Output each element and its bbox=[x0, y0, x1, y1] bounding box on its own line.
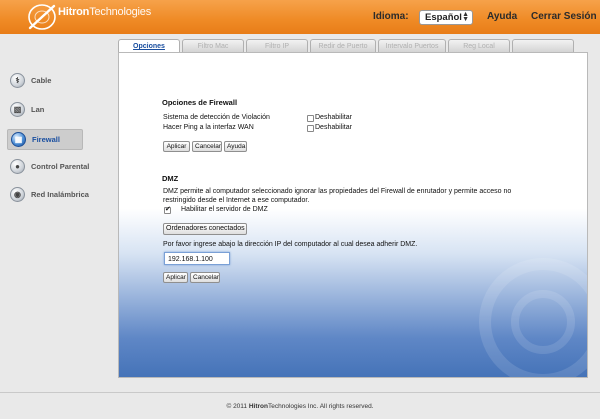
tab-redir-puerto[interactable]: Redir de Puerto bbox=[310, 39, 376, 52]
sidebar-item-label: Red Inalámbrica bbox=[31, 190, 89, 199]
help-link[interactable]: Ayuda bbox=[487, 11, 518, 22]
sidebar-item-label: Control Parental bbox=[31, 162, 90, 171]
tab-filtro-mac[interactable]: Filtro Mac bbox=[182, 39, 244, 52]
firewall-cancel-button[interactable]: Cancelar bbox=[192, 141, 222, 152]
dmz-ip-prompt: Por favor ingrese abajo la dirección IP del computador al cual desea adherir DMZ. bbox=[163, 241, 418, 248]
dmz-description-line1: DMZ permite al computador seleccionado ignorar las propiedades del Firewall de enrutador y permite acceso no bbox=[163, 188, 512, 195]
hitron-logo-icon bbox=[26, 2, 58, 32]
lan-icon: ▧ bbox=[10, 102, 25, 117]
dmz-apply-button[interactable]: Aplicar bbox=[163, 272, 188, 283]
footer-rights: Inc. All rights reserved. bbox=[307, 403, 374, 410]
wan-ping-checkbox[interactable] bbox=[307, 125, 314, 132]
wireless-icon: ◉ bbox=[10, 187, 25, 202]
dmz-enable-checkbox[interactable] bbox=[164, 207, 171, 214]
tab-empty[interactable] bbox=[512, 39, 574, 52]
language-select-value: Español bbox=[425, 12, 462, 23]
footer-copyright bbox=[0, 403, 600, 410]
firewall-help-button[interactable]: Ayuda bbox=[224, 141, 247, 152]
footer-brand-thin: Technologies bbox=[268, 403, 306, 410]
sidebar-item-firewall[interactable] bbox=[7, 129, 83, 150]
dmz-cancel-button[interactable]: Cancelar bbox=[190, 272, 220, 283]
wan-ping-option: Deshabilitar bbox=[315, 124, 352, 131]
parental-control-icon: ● bbox=[10, 159, 25, 174]
tab-filtro-ip[interactable]: Filtro IP bbox=[246, 39, 308, 52]
sidebar-item-wireless[interactable] bbox=[7, 185, 89, 206]
violation-detection-label: Sistema de detección de Violación bbox=[163, 114, 270, 121]
tab-opciones[interactable]: Opciones bbox=[118, 39, 180, 53]
sidebar-item-lan[interactable] bbox=[7, 100, 83, 121]
tab-reg-local[interactable]: Reg Local bbox=[448, 39, 510, 52]
brand-bold: Hitron bbox=[58, 6, 90, 18]
sidebar-item-parental-control[interactable] bbox=[7, 157, 90, 178]
top-header-bar bbox=[0, 0, 600, 34]
language-select[interactable] bbox=[419, 10, 473, 25]
dmz-ip-input[interactable] bbox=[164, 252, 230, 265]
sidebar-item-label: Firewall bbox=[32, 135, 60, 144]
brand-thin: Technologies bbox=[89, 6, 151, 18]
footer-divider bbox=[0, 392, 600, 393]
dmz-title: DMZ bbox=[162, 174, 179, 183]
watermark-decoration-inner bbox=[511, 290, 575, 354]
sidebar-item-label: Cable bbox=[31, 76, 52, 85]
violation-detection-option: Deshabilitar bbox=[315, 114, 352, 121]
connected-computers-button[interactable]: Ordenadores conectados bbox=[163, 223, 247, 235]
violation-detection-checkbox[interactable] bbox=[307, 115, 314, 122]
wan-ping-label: Hacer Ping a la interfaz WAN bbox=[163, 124, 254, 131]
logout-link[interactable]: Cerrar Sesión bbox=[531, 11, 597, 22]
dmz-enable-label: Habilitar el servidor de DMZ bbox=[181, 206, 268, 213]
firewall-options-title: Opciones de Firewall bbox=[162, 98, 238, 107]
footer-brand-bold: Hitron bbox=[248, 403, 268, 410]
select-arrows-icon: ▲ ▼ bbox=[462, 11, 469, 23]
language-label: Idioma: bbox=[373, 11, 409, 22]
copyright-symbol-year: © 2011 bbox=[226, 403, 248, 410]
firewall-icon: ▦ bbox=[11, 132, 26, 147]
tab-intervalo-puertos[interactable]: Intervalo Puertos bbox=[378, 39, 446, 52]
firewall-apply-button[interactable]: Aplicar bbox=[163, 141, 190, 152]
main-panel bbox=[118, 52, 588, 378]
cable-icon: ⚕ bbox=[10, 73, 25, 88]
brand-name bbox=[58, 6, 151, 18]
sidebar-item-label: Lan bbox=[31, 105, 45, 114]
dmz-description-line2: restringido desde el Internet a ese computador. bbox=[163, 197, 310, 204]
sidebar-item-cable[interactable] bbox=[7, 71, 83, 92]
